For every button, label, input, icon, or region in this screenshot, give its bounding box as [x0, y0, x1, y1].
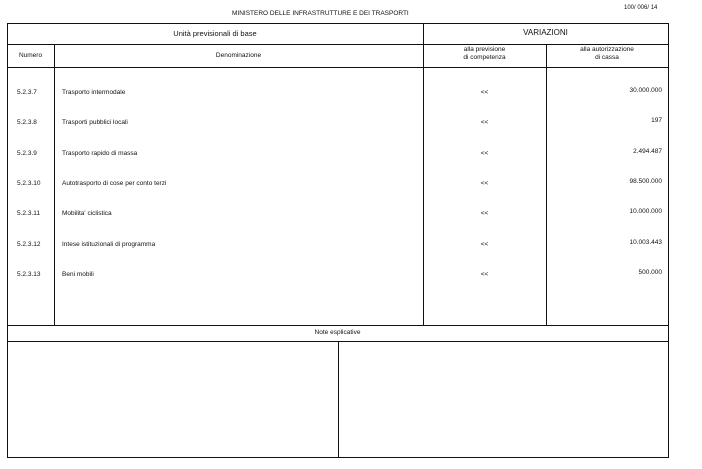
row-competenza: << — [480, 180, 489, 187]
column-header-denominazione: Denominazione — [215, 52, 262, 59]
row-cassa: 30.000.000 — [629, 87, 662, 94]
notes-left-box — [8, 342, 338, 457]
group-header-variazioni: VARIAZIONI — [523, 28, 568, 37]
row-denominazione: Autotrasporto di cose per conto terzi — [62, 180, 167, 187]
row-denominazione: Trasporto rapido di massa — [62, 150, 138, 157]
row-cassa: 10.000.000 — [629, 208, 662, 215]
row-cassa: 2.494.487 — [633, 148, 662, 155]
row-competenza: << — [480, 271, 489, 278]
row-competenza: << — [480, 241, 489, 248]
column-header-cassa: di cassa — [595, 54, 619, 61]
column-header-cassa: alla autorizzazione — [580, 46, 634, 53]
notes-title: Note esplicative — [314, 329, 361, 336]
row-numero: 5.2.3.8 — [17, 119, 37, 126]
row-numero: 5.2.3.7 — [17, 89, 37, 96]
row-competenza: << — [480, 210, 489, 217]
column-header-numero: Numero — [18, 52, 43, 59]
group-header-base: Unità previsionali di base — [173, 29, 257, 38]
row-denominazione: Beni mobili — [62, 271, 94, 278]
row-numero: 5.2.3.11 — [17, 210, 41, 217]
row-numero: 5.2.3.10 — [17, 180, 41, 187]
row-competenza: << — [480, 150, 489, 157]
row-cassa: 500.000 — [638, 269, 662, 276]
column-header-competenza: alla previsione — [463, 46, 506, 53]
row-denominazione: Trasporti pubblici locali — [62, 119, 128, 126]
row-numero: 5.2.3.13 — [17, 271, 41, 278]
row-numero: 5.2.3.12 — [17, 241, 41, 248]
page-reference: 100/ 006/ 14 — [624, 5, 658, 11]
row-denominazione: Trasporto intermodale — [62, 89, 126, 96]
row-cassa: 10.003.443 — [629, 239, 662, 246]
row-cassa: 98.500.000 — [629, 178, 662, 185]
row-competenza: << — [480, 119, 489, 126]
ministry-title: MINISTERO DELLE INFRASTRUTTURE E DEI TRASPORTI — [232, 10, 409, 17]
row-competenza: << — [480, 89, 489, 96]
row-cassa: 197 — [651, 117, 662, 124]
row-denominazione: Intese istituzionali di programma — [62, 241, 156, 248]
row-denominazione: Mobilita' ciclistica — [62, 210, 112, 217]
row-numero: 5.2.3.9 — [17, 150, 37, 157]
column-header-competenza: di competenza — [463, 54, 506, 61]
notes-right-box — [339, 342, 668, 457]
